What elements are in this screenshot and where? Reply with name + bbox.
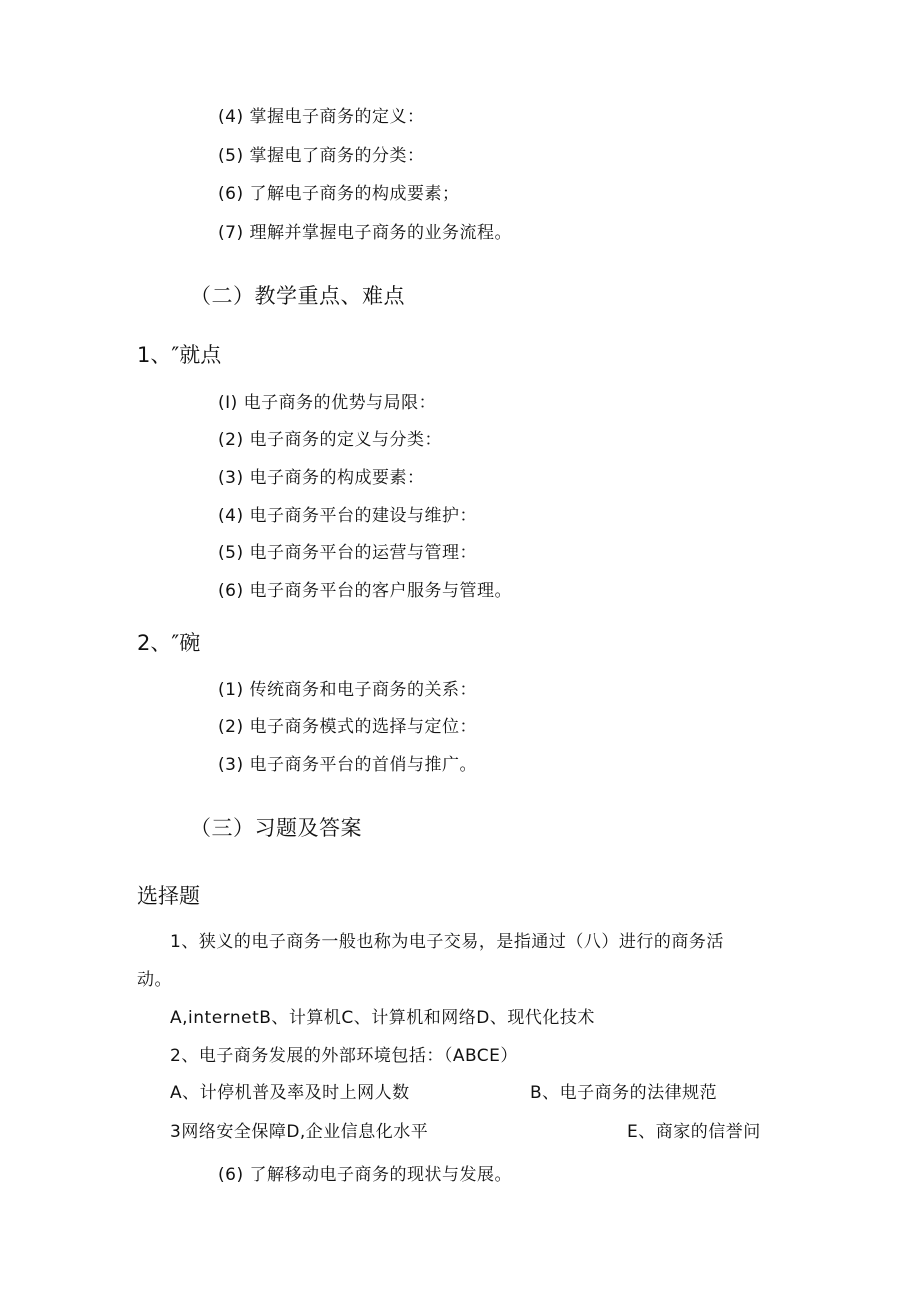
question-1-line-1: 1、狭义的电子商务一般也称为电子交易，是指通过（八）进行的商务活 bbox=[170, 932, 724, 952]
question-2-option-a: A、计停机普及率及时上网人数 bbox=[170, 1083, 410, 1103]
question-2-option-e: E、商家的信誉问 bbox=[627, 1122, 761, 1142]
key-point-item: (6) 电子商务平台的客户服务与管理。 bbox=[218, 581, 512, 601]
question-2: 2、电子商务发展的外部环境包括：（ABCE） bbox=[170, 1046, 518, 1066]
objective-item-5: (5) 掌握电了商务的分类： bbox=[218, 146, 425, 166]
objective-item-6: (6) 了解电子商务的构成要素； bbox=[218, 184, 460, 204]
difficult-point-item: (3) 电子商务平台的首俏与推广。 bbox=[218, 755, 477, 775]
difficult-points-heading: 2、″碗 bbox=[137, 631, 201, 655]
difficult-point-item: (1) 传统商务和电子商务的关系： bbox=[218, 680, 477, 700]
question-2-option-b: B、电子商务的法律规范 bbox=[530, 1083, 718, 1103]
exercises-heading: 选择题 bbox=[137, 884, 200, 908]
key-point-item: (3) 电子商务的构成要素： bbox=[218, 468, 425, 488]
key-point-item: (4) 电子商务平台的建设与维护： bbox=[218, 506, 477, 526]
key-points-heading: 1、″就点 bbox=[137, 343, 222, 367]
objective-item-4: (4) 掌握电子商务的定义： bbox=[218, 107, 425, 127]
section-heading-exercises: （三）习题及答案 bbox=[190, 816, 362, 840]
section-heading-key-points: （二）教学重点、难点 bbox=[190, 284, 405, 308]
trailing-objective-item: (6) 了解移动电子商务的现状与发展。 bbox=[218, 1165, 512, 1185]
question-2-option-c-d: 3网络安全保障D,企业信息化水平 bbox=[170, 1122, 429, 1142]
question-1-line-2: 动。 bbox=[137, 970, 172, 990]
key-point-item: (2) 电子商务的定义与分类： bbox=[218, 430, 442, 450]
objective-item-7: (7) 理解并掌握电子商务的业务流程。 bbox=[218, 223, 512, 243]
difficult-point-item: (2) 电子商务模式的选择与定位： bbox=[218, 717, 477, 737]
question-1-options: A,internetB、计算机C、计算机和网络D、现代化技术 bbox=[170, 1008, 595, 1028]
key-point-item: (I) 电子商务的优势与局限： bbox=[218, 393, 437, 413]
key-point-item: (5) 电子商务平台的运营与管理： bbox=[218, 543, 477, 563]
